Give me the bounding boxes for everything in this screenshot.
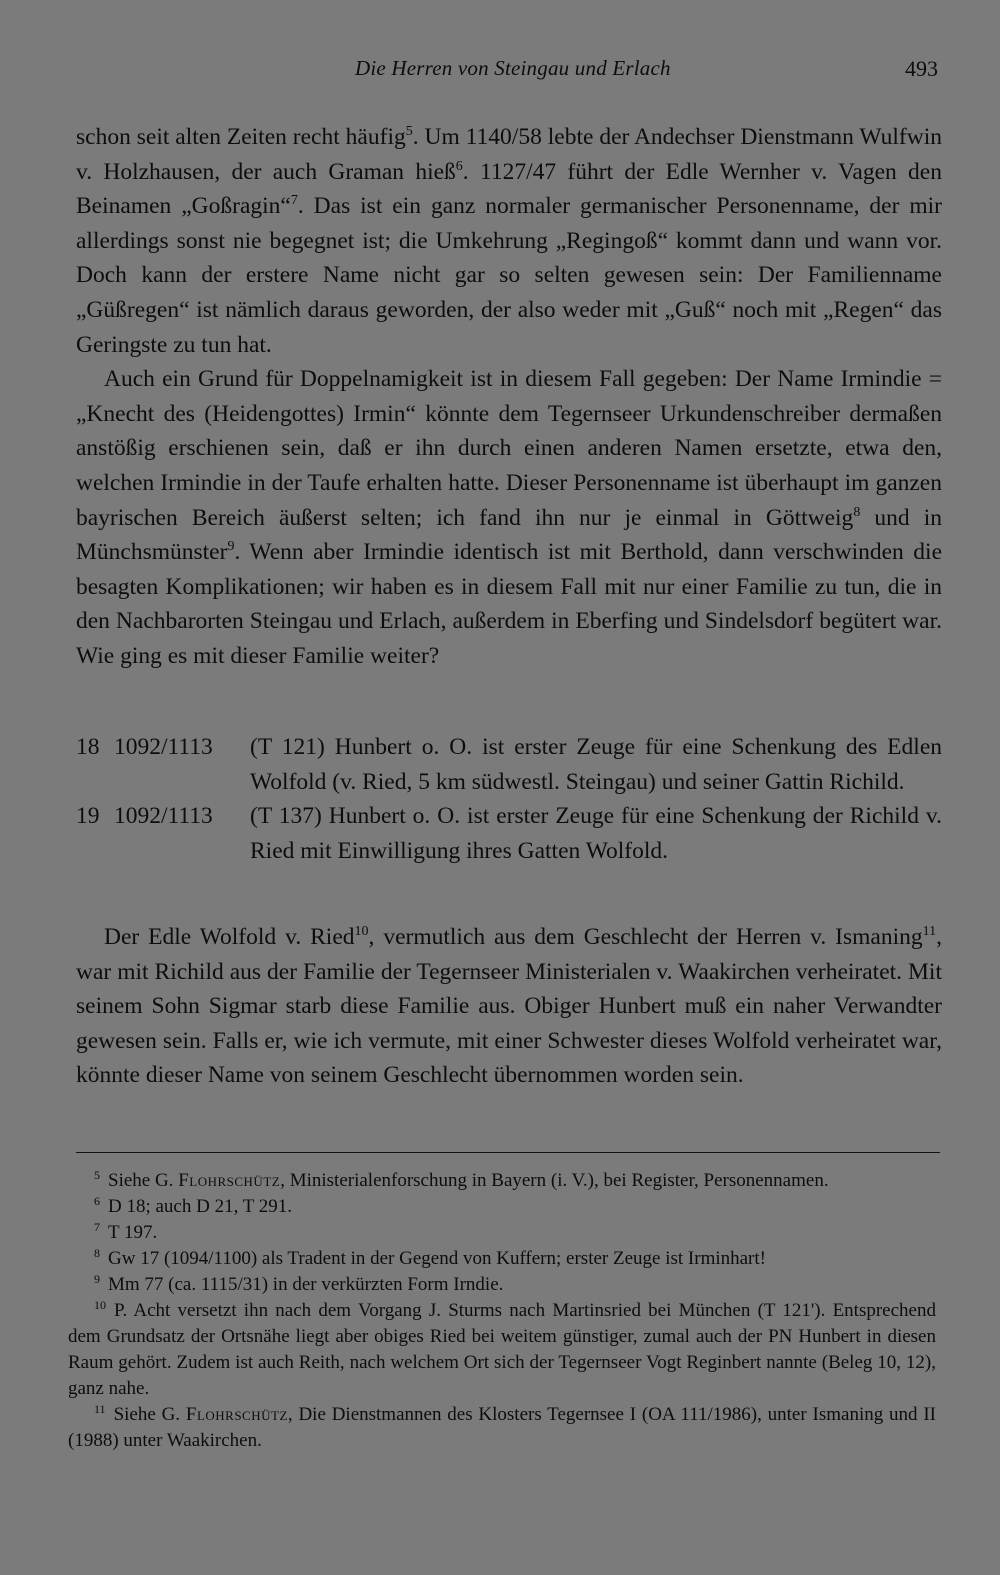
main-text: [76, 120, 942, 674]
running-title: Die Herren von Steingau und Erlach: [355, 56, 671, 80]
footnote-mark: 10: [94, 1297, 106, 1312]
footnote-mark: 7: [94, 1219, 100, 1234]
entry-19: [76, 799, 942, 868]
footnote-mark: 9: [94, 1271, 100, 1286]
entry-text: (T 121) Hunbert o. O. ist erster Zeuge für eine Schenkung des Edlen Wolfold (v. Ried, 5 km südwestl. Steingau) und seiner Gattin Richild.: [250, 734, 942, 795]
paragraph-text: . Das ist ein ganz normaler germanischer Personenname, der mir allerdings sonst nie begegnet ist; die Umkehrung „Regingoß“ kommt dann und wann vor. Doch kann der erstere Name nicht gar so selten gewesen sein: Der Familienname „Güßregen“ ist nämlich daraus geworden, der also weder mit „Guß“ noch mit „Regen“ das Geringste zu tun hat.: [76, 193, 942, 358]
footnote-11: [68, 1402, 936, 1454]
paragraph-text: , vermutlich aus dem Geschlecht der Herren v. Ismaning: [368, 924, 923, 950]
footnote-text: Siehe G.: [113, 1404, 186, 1425]
main-text-continued: [76, 920, 942, 1093]
footnote-text: Gw 17 (1094/1100) als Tradent in der Gegend von Kuffern; erster Zeuge ist Irminhart!: [108, 1248, 766, 1269]
paragraph-text: , war mit Richild aus der Familie der Tegernseer Ministerialen v. Waakirchen verheiratet. Mit seinem Sohn Sigmar starb diese Familie aus. Obiger Hunbert muß ein naher Verwandter gewesen sein. Falls er, wie ich vermute, mit einer Schwester dieses Wolfold verheiratet war, könnte dieser Name von seinem Geschlecht übernommen worden sein.: [76, 924, 942, 1089]
footnote-divider: [76, 1152, 940, 1153]
footnote-text: , Die Dienstmannen des Klosters Tegernsee I (OA 111/1986), unter Ismaning und II (1988) unter Waakirchen.: [68, 1404, 936, 1451]
paragraph-text: . 1127/47 führt der Edle Wernher v. Vagen den Beinamen „Goßragin“: [76, 158, 942, 220]
footnote-text: D 18; auch D 21, T 291.: [108, 1196, 293, 1217]
document-entries: [76, 730, 942, 868]
footnote-8: [68, 1246, 936, 1272]
paragraph-text: Der Edle Wolfold v. Ried: [104, 924, 355, 950]
footnote-text: Siehe G.: [108, 1170, 179, 1191]
page-header: [0, 52, 1000, 88]
footnote-ref[interactable]: 6: [455, 158, 463, 174]
footnote-mark: 6: [94, 1193, 100, 1208]
footnote-9: [68, 1272, 936, 1298]
entry-number: 18: [76, 734, 100, 760]
footnote-7: [68, 1220, 936, 1246]
footnote-ref[interactable]: 8: [853, 504, 861, 520]
paragraph-text: schon seit alten Zeiten recht häufig: [76, 124, 406, 150]
paragraph-3: [76, 920, 942, 1093]
footnote-text: Mm 77 (ca. 1115/31) in der verkürzten Form Irndie.: [108, 1274, 504, 1295]
entry-date: 1092/1113: [114, 803, 213, 830]
footnote-mark: 8: [94, 1245, 100, 1260]
entry-text: (T 137) Hunbert o. O. ist erster Zeuge für eine Schenkung der Richild v. Ried mit Einwilligung ihres Gatten Wolfold.: [250, 803, 942, 864]
footnote-5: [68, 1168, 936, 1194]
footnote-6: [68, 1194, 936, 1220]
footnote-text: T 197.: [108, 1222, 158, 1243]
footnotes: [68, 1168, 936, 1454]
footnote-mark: 11: [94, 1401, 106, 1416]
paragraph-1: [76, 120, 942, 362]
paragraph-text: und in Münchsmünster: [76, 504, 942, 566]
entry-18: [76, 730, 942, 799]
footnote-ref[interactable]: 11: [922, 924, 937, 940]
footnote-ref[interactable]: 9: [227, 539, 235, 555]
entry-number: 19: [76, 803, 100, 830]
footnote-mark: 5: [94, 1167, 100, 1182]
entry-date: 1092/1113: [114, 734, 213, 760]
footnote-text: , Ministerialenforschung in Bayern (i. V.), bei Register, Personennamen.: [280, 1170, 829, 1191]
footnote-ref[interactable]: 5: [405, 124, 413, 140]
paragraph-text: Auch ein Grund für Doppelnamigkeit ist in diesem Fall gegeben: Der Name Irmindie = „Knecht des (Heidengottes) Irmin“ könnte dem Tegernseer Urkundenschreiber dermaßen anstößig erschienen sein, daß er ihn durch einen anderen Namen ersetzte, etwa den, welchen Irmindie in der Taufe erhalten hatte. Dieser Personenname ist überhaupt im ganzen bayrischen Bereich äußerst selten; ich fand ihn nur je einmal in Göttweig: [76, 366, 942, 531]
footnote-ref[interactable]: 7: [290, 193, 298, 209]
footnote-ref[interactable]: 10: [354, 924, 369, 940]
paragraph-2: [76, 362, 942, 673]
page-number: 493: [905, 56, 938, 81]
footnote-text: P. Acht versetzt ihn nach dem Vorgang J. Sturms nach Martinsried bei München (T 121'). Entsprechend dem Grundsatz der Ortsnähe liegt aber obiges Ried bei weitem günstiger, zumal auch der PN Hunbert in diesen Raum gehört. Zudem ist auch Reith, nach welchem Ort sich der Tegernseer Vogt Reginbert nannte (Beleg 10, 12), ganz nahe.: [68, 1300, 936, 1399]
author-name: Flohrschütz: [185, 1404, 288, 1425]
paragraph-text: . Um 1140/58 lebte der Andechser Dienstmann Wulfwin v. Holzhausen, der auch Graman hieß: [76, 124, 942, 185]
paragraph-text: . Wenn aber Irmindie identisch ist mit Berthold, dann verschwinden die besagten Komplikationen; wir haben es in diesem Fall mit nur einer Familie zu tun, die in den Nachbarorten Steingau und Erlach, außerdem in Eberfing und Sindelsdorf begütert war. Wie ging es mit dieser Familie weiter?: [76, 539, 942, 669]
author-name: Flohrschütz: [178, 1170, 281, 1191]
footnote-10: [68, 1298, 936, 1402]
